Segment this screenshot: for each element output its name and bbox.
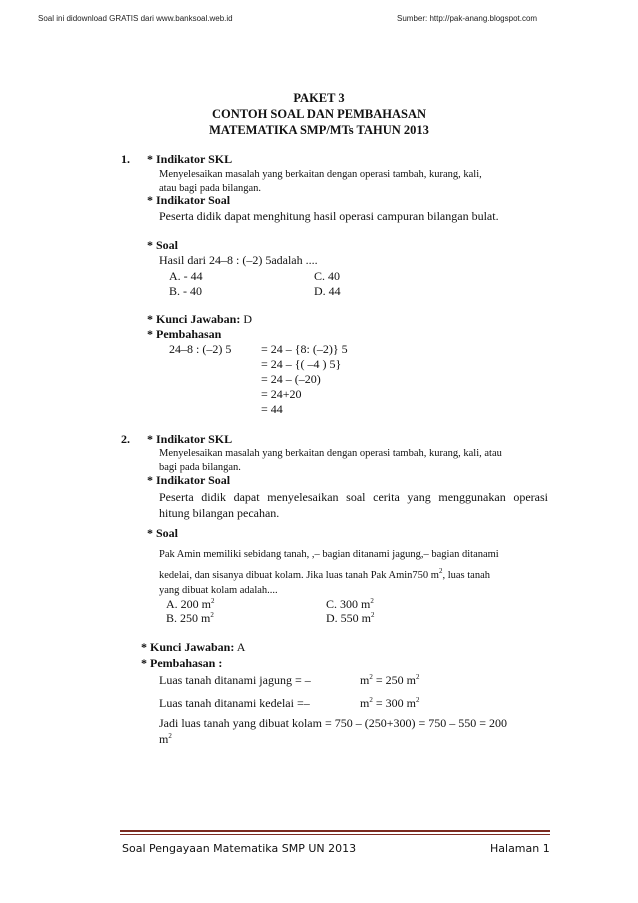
option-b: [166, 611, 214, 626]
option-a: A. - 44: [169, 269, 203, 283]
kunci-jawaban-value: D: [243, 312, 253, 326]
footer-rule-thick: [120, 830, 550, 832]
soal-text-end: yang dibuat kolam adalah....: [159, 585, 278, 596]
question-number: 2.: [121, 432, 130, 446]
option-text: B. 250 m: [166, 611, 211, 625]
soal-text-cont: [159, 567, 490, 581]
unit: m: [159, 732, 169, 746]
page-header-credit: Sumber: http://pak-anang.blogspot.com: [397, 14, 538, 23]
option-d: [326, 611, 375, 626]
soal-heading: * Soal: [147, 238, 179, 252]
pembahasan-result-jagung: [360, 673, 419, 688]
option-b: B. - 40: [169, 284, 202, 298]
kunci-jawaban-label: * Kunci Jawaban:: [147, 312, 241, 326]
indikator-skl-text-cont: bagi pada bilangan.: [159, 462, 241, 473]
footer-page-number: Halaman 1: [490, 842, 550, 855]
superscript: 2: [415, 696, 420, 704]
pembahasan-step: = 24+20: [261, 387, 302, 401]
pembahasan-text: Luas tanah ditanami kedelai =–: [159, 696, 310, 710]
kunci-jawaban: [141, 640, 245, 655]
pembahasan-text: = 250 m: [372, 673, 416, 687]
unit: m: [360, 696, 370, 710]
footer-rule-thin: [120, 834, 550, 835]
footer-title: Soal Pengayaan Matematika SMP UN 2013: [122, 842, 357, 855]
pembahasan-step: = 44: [261, 402, 283, 416]
pembahasan-heading: * Pembahasan :: [141, 656, 223, 670]
indikator-skl-text-cont: atau bagi pada bilangan.: [159, 183, 262, 194]
superscript: 2: [369, 696, 373, 704]
pembahasan-line-kedelai: [159, 696, 310, 711]
pembahasan-step: = 24 – (–20): [261, 372, 321, 386]
pembahasan-text: Luas tanah ditanami jagung = –: [159, 673, 311, 687]
pembahasan-step: = 24 – {8: (–2)} 5: [261, 342, 348, 356]
pembahasan-result-kedelai: [360, 696, 419, 711]
superscript: 2: [168, 732, 172, 740]
indikator-skl-text: Menyelesaikan masalah yang berkaitan dengan operasi tambah, kurang, kali,: [159, 169, 482, 180]
superscript: 2: [210, 611, 214, 619]
indikator-soal-text: Peserta didik dapat menghitung hasil operasi campuran bilangan bulat.: [159, 209, 499, 223]
indikator-skl-heading: * Indikator SKL: [147, 432, 233, 446]
indikator-soal-heading: * Indikator Soal: [147, 473, 231, 487]
option-text: C. 300 m: [326, 597, 371, 611]
option-a: [166, 597, 215, 612]
pembahasan-line-jagung: [159, 673, 311, 688]
kunci-jawaban: [147, 312, 252, 327]
title-paket: PAKET 3: [293, 91, 345, 105]
pembahasan-heading: * Pembahasan: [147, 327, 222, 341]
pembahasan-step: = 24 – {( –4 ) 5}: [261, 357, 342, 371]
soal-text: Pak Amin memiliki sebidang tanah, ,– bagian ditanami jagung,– bagian ditanami: [159, 549, 499, 560]
indikator-soal-text: Peserta didik dapat menyelesaikan soal cerita yang menggunakan operasi: [159, 490, 548, 504]
title-matematika: MATEMATIKA SMP/MTs TAHUN 2013: [209, 123, 429, 137]
option-c: C. 40: [314, 269, 341, 283]
option-text: D. 550 m: [326, 611, 371, 625]
soal-text: Hasil dari 24–8 : (–2) 5adalah ....: [159, 253, 318, 267]
option-text: A. 200 m: [166, 597, 211, 611]
superscript: 2: [415, 673, 420, 681]
title-contoh: CONTOH SOAL DAN PEMBAHASAN: [211, 107, 427, 121]
option-d: D. 44: [314, 284, 341, 298]
soal-text-part: kedelai, dan sisanya dibuat kolam. Jika luas tanah Pak Amin750 m: [159, 570, 439, 581]
superscript: 2: [211, 597, 215, 605]
indikator-skl-heading: * Indikator SKL: [147, 152, 233, 166]
superscript: 2: [371, 611, 375, 619]
pembahasan-conclusion: Jadi luas tanah yang dibuat kolam = 750 – (250+300) = 750 – 550 = 200: [159, 716, 508, 730]
question-number: 1.: [121, 152, 130, 166]
soal-text-part: , luas tanah: [442, 570, 490, 581]
page-header-source: Soal ini didownload GRATIS dari www.banksoal.web.id: [38, 14, 233, 23]
soal-heading: * Soal: [147, 526, 179, 540]
indikator-soal-text-cont: hitung bilangan pecahan.: [159, 506, 280, 520]
superscript: 2: [438, 567, 443, 575]
superscript: 2: [370, 597, 374, 605]
pembahasan-conclusion-cont: [159, 732, 172, 747]
unit: m: [360, 673, 370, 687]
kunci-jawaban-value: A: [236, 640, 246, 654]
option-c: [326, 597, 374, 612]
indikator-skl-text: Menyelesaikan masalah yang berkaitan dengan operasi tambah, kurang, kali, atau: [159, 448, 502, 459]
pembahasan-expression: 24–8 : (–2) 5: [169, 342, 232, 356]
kunci-jawaban-label: * Kunci Jawaban:: [141, 640, 235, 654]
superscript: 2: [369, 673, 373, 681]
pembahasan-text: = 300 m: [372, 696, 416, 710]
indikator-soal-heading: * Indikator Soal: [147, 193, 231, 207]
